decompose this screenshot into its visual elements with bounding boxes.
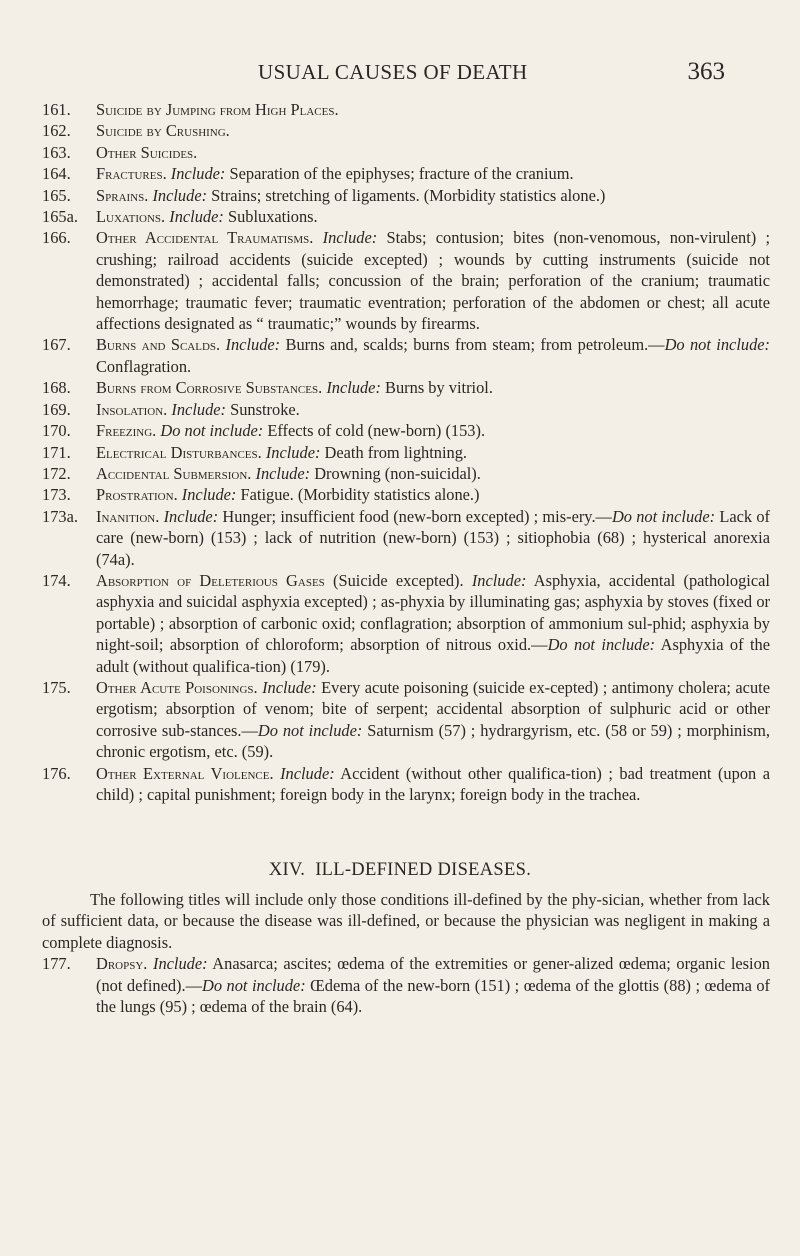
entry-text-exclusion: Conflagration. [96,356,192,376]
entry-title: Burns from Corrosive Substances. [96,378,323,398]
list-item [42,506,770,570]
page-number: 363 [687,58,725,85]
entry-title: Accidental Submersion. [96,463,252,483]
entry-text: Sunstroke. [230,399,300,419]
entry-title: Freezing. [96,421,157,441]
entry-qualifier: (Suicide excepted). [333,570,464,590]
entry-title: Electrical Disturbances. [96,442,262,462]
entry-title: Fractures. [96,164,167,184]
entry-title: Luxations. [96,207,166,227]
list-item [42,484,770,505]
entry-label-exclusion: Do not include: [202,975,306,995]
entry-number: 173a. [42,506,78,526]
entry-title: Other Accidental Traumatisms. [96,228,314,248]
entry-text: Hunger; insufficient food (new-born excepted) ; mis-ery.— [222,506,612,526]
entry-text-exclusion: Lack of care (new-born) (153) ; lack of nutrition (new-born) (153) ; sitiophobia (68) ; hysterical anorexia (74a). [96,506,770,569]
entry-title: Suicide by Jumping from High Places. [96,100,339,119]
entry-number: 176. [42,763,71,783]
list-item [42,334,770,377]
section-intro: The following titles will include only those conditions ill-defined by the phy-sician, whether from lack of sufficient data, or because the disease was ill-defined, or because the physician was negligent in making a complete diagnosis. [42,890,770,952]
entry-text-exclusion: Saturnism (57) ; hydrargyrism, etc. (58 or 59) ; morphinism, chronic ergotism, etc. (59). [96,720,771,762]
entry-label: Include: [163,506,219,526]
list-item [42,399,770,420]
entry-number: 171. [42,442,71,462]
entry-number: 170. [42,421,71,441]
entry-number: 177. [42,954,71,974]
entry-label-exclusion: Do not include: [611,506,716,526]
list-item [42,142,770,163]
entry-label-exclusion: Do not include: [547,635,656,655]
list-item [42,763,770,806]
entry-text: Asphyxia, accidental (pathological asphyxia and suicidal asphyxia excepted) ; as-phyxia by illuminating gas; asphyxia by stoves (fixed or portable) ; absorption of carbonic oxid; conflagration; absorption of ammonium sul-phid; asphyxia by night-soil; absorption of chloroform; absorption of nitrous oxid.— [96,570,770,655]
list-item [42,377,770,398]
entry-title: Burns and Scalds. [96,335,221,355]
entry-label: Include: [326,378,381,398]
entry-number: 161. [42,100,71,119]
entry-label: Include: [170,164,226,184]
entry-label: Include: [262,677,317,697]
entry-label: Include: [181,485,237,505]
entry-number: 169. [42,399,71,419]
list-item [42,227,770,334]
entry-text: Separation of the epiphyses; fracture of the cranium. [229,164,574,184]
section-numeral: XIV. [268,860,306,880]
entry-label-exclusion: Do not include: [257,720,363,740]
entry-label: Include: [225,335,281,355]
entry-number: 165. [42,185,71,205]
entry-text: Drowning (non-suicidal). [314,463,481,483]
entry-label: Include: [152,185,208,205]
entry-title: Other External Violence. [96,763,274,783]
section-title: ILL-DEFINED DISEASES. [315,860,532,880]
entry-text-exclusion: Asphyxia of the adult (without qualifica-tion) (179). [96,635,771,676]
entry-label: Include: [153,954,208,974]
entry-text: Burns by vitriol. [385,378,493,398]
entry-number: 175. [42,677,71,697]
list-item [42,120,770,141]
entry-label: Include: [280,763,335,783]
entry-number: 165a. [42,207,78,227]
entry-text: Stabs; contusion; bites (non-venomous, non-virulent) ; crushing; railroad accidents (suicide excepted) ; wounds by cutting instruments (suicide not demonstrated) ; accidental falls; concussion of the brain; perforation of the cranium; traumatic hemorrhage; traumatic fever; traumatic eventration; perforation of the abdomen or chest; all acute affections designated as “ traumatic;” wounds by firearms. [96,228,770,334]
entry-label: Include: [322,228,378,248]
running-title: USUAL CAUSES OF DEATH [258,60,528,84]
list-item [42,677,770,763]
entry-label-exclusion: Do not include: [664,335,771,355]
entry-number: 166. [42,228,71,248]
list-item [42,206,770,227]
entry-text: Accident (without other qualifica-tion) ; bad treatment (upon a child) ; capital punishment; foreign body in the larynx; foreign body in the trachea. [96,763,770,804]
section-body [42,889,770,1017]
entry-number: 162. [42,121,71,141]
entry-text-exclusion: Œdema of the new-born (151) ; œdema of the glottis (88) ; œdema of the lungs (95) ; œdema of the brain (64). [96,975,770,1017]
entry-number: 163. [42,142,71,162]
entry-text: Subluxations. [227,207,318,227]
list-item [42,570,770,677]
entry-number: 168. [42,378,71,398]
entry-text: Fatigue. (Morbidity statistics alone.) [240,485,480,505]
entry-label: Include: [265,442,321,462]
entry-title: Prostration. [96,485,178,505]
entry-text: Anasarca; ascites; œdema of the extremities or gener-alized œdema; organic lesion (not defined).— [96,954,770,995]
running-head [0,60,800,100]
entry-number: 172. [42,463,71,483]
entry-text: Effects of cold (new-born) (153). [267,421,486,441]
entry-label: Do not include: [160,421,264,441]
entry-title: Insolation. [96,399,168,419]
entry-title: Absorption of Deleterious Gases [96,570,325,590]
entry-text: Strains; stretching of ligaments. (Morbidity statistics alone.) [211,185,606,205]
entry-text: Every acute poisoning (suicide ex-cepted) ; antimony cholera; acute ergotism; absorption of venom; bite of serpent; accidental absorption of sulphuric acid or other corrosive sub-stances.— [96,677,770,740]
entry-number: 167. [42,335,71,355]
list-item [42,163,770,184]
entry-title: Dropsy. [96,954,148,974]
list-item [42,185,770,206]
entry-label: Include: [169,207,224,227]
entry-label: Include: [171,399,226,419]
entry-number: 164. [42,164,71,184]
entry-title: Suicide by Crushing. [96,121,230,141]
list-item [42,420,770,441]
entry-number: 174. [42,570,71,590]
list-item [42,953,770,1017]
section-heading [0,860,800,881]
entry-title: Other Acute Poisonings. [96,677,258,697]
entry-title: Other Suicides. [96,142,198,162]
entry-text: Death from lightning. [324,442,468,462]
entry-number: 173. [42,485,71,505]
entry-list [42,99,770,805]
list-item [42,463,770,484]
entry-title: Inanition. [96,506,160,526]
list-item [42,99,770,120]
entry-label: Include: [471,570,527,590]
section-entry-list [42,953,770,1017]
entry-label: Include: [255,463,311,483]
list-item [42,442,770,463]
entry-text: Burns and, scalds; burns from steam; from petroleum.— [285,335,665,355]
entry-title: Sprains. [96,185,149,205]
